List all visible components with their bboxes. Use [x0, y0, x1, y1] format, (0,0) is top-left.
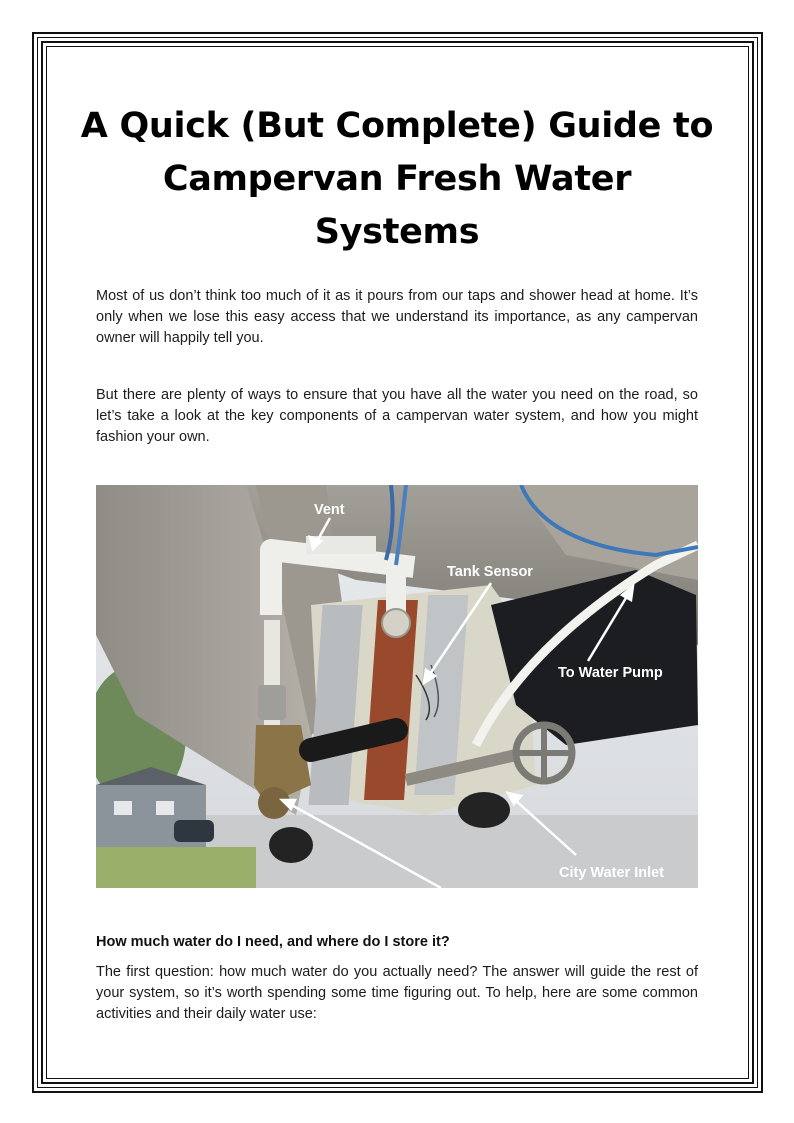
- label-city-water-inlet: City Water Inlet: [559, 865, 665, 881]
- section-paragraph: The first question: how much water do you actually need? The answer will guide the rest of your system, so it’s worth spending some time figuring out. To help, here are some common activities and their daily water use:: [96, 964, 698, 1022]
- section-heading: How much water do I need, and where do I store it?: [96, 934, 450, 950]
- label-to-water-pump: To Water Pump: [558, 665, 663, 681]
- water-tank-photo: [96, 485, 698, 888]
- intro-paragraph-2: But there are plenty of ways to ensure that you have all the water you need on the road, so let’s take a look at the key components of a campervan water system, and how you might fashion your own.: [96, 387, 698, 445]
- article-title: A Quick (But Complete) Guide to Campervan Fresh Water Systems: [80, 106, 714, 252]
- label-vent: Vent: [314, 502, 345, 518]
- intro-paragraph-1: Most of us don’t think too much of it as it pours from our taps and shower head at home. It’s only when we lose this easy access that we understand its importance, as any campervan owner will happily tell you.: [96, 288, 698, 346]
- label-tank-sensor: Tank Sensor: [447, 564, 533, 580]
